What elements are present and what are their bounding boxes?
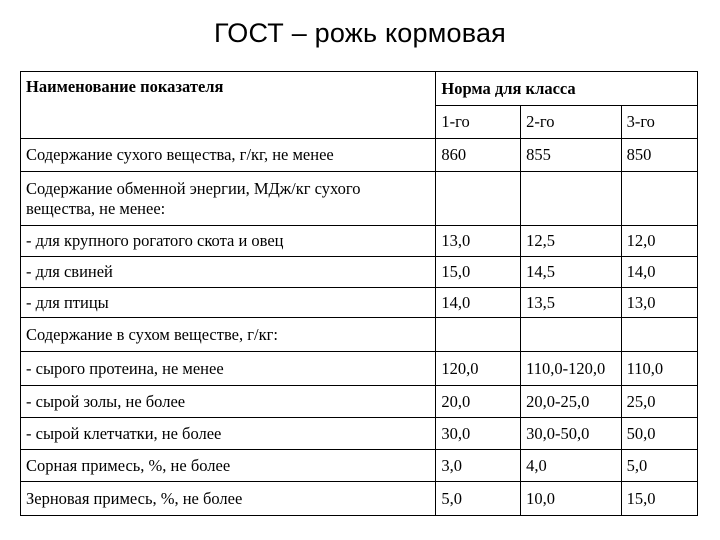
page-title: ГОСТ – рожь кормовая xyxy=(214,18,506,48)
row-value-class-1: 20,0 xyxy=(436,386,521,418)
row-value-class-1: 120,0 xyxy=(436,352,521,386)
row-label: Содержание сухого вещества, г/кг, не менее xyxy=(21,139,436,172)
table-row xyxy=(21,172,698,226)
row-value-class-2 xyxy=(521,172,621,226)
norm-header-cell xyxy=(436,72,698,106)
table-row xyxy=(21,288,698,318)
row-value-class-2: 12,5 xyxy=(521,226,621,257)
row-label: - для птицы xyxy=(21,288,436,318)
row-value-class-3: 12,0 xyxy=(621,226,697,257)
class-1-header: 1-го xyxy=(436,106,521,139)
gost-table xyxy=(20,71,698,516)
row-label: - сырой клетчатки, не более xyxy=(21,418,436,450)
norm-header: Норма для класса xyxy=(441,78,576,98)
row-value-class-2: 855 xyxy=(521,139,621,172)
row-value-class-2: 4,0 xyxy=(521,450,621,482)
row-label: Содержание обменной энергии, МДж/кг сухого вещества, не менее: xyxy=(21,172,436,226)
indicator-header: Наименование показателя xyxy=(26,77,224,96)
row-value-class-1: 30,0 xyxy=(436,418,521,450)
row-value-class-1: 14,0 xyxy=(436,288,521,318)
row-value-class-3: 110,0 xyxy=(621,352,697,386)
row-label: Сорная примесь, %, не более xyxy=(21,450,436,482)
row-value-class-1 xyxy=(436,172,521,226)
table-row xyxy=(21,318,698,352)
row-label: - сырого протеина, не менее xyxy=(21,352,436,386)
row-value-class-1: 15,0 xyxy=(436,257,521,288)
class-3-header: 3-го xyxy=(621,106,697,139)
row-value-class-2 xyxy=(521,318,621,352)
row-value-class-1 xyxy=(436,318,521,352)
header-row xyxy=(21,72,698,106)
table-row xyxy=(21,386,698,418)
row-value-class-2: 13,5 xyxy=(521,288,621,318)
row-value-class-3: 25,0 xyxy=(621,386,697,418)
row-value-class-3: 15,0 xyxy=(621,482,697,516)
row-value-class-2: 30,0-50,0 xyxy=(521,418,621,450)
row-label: - сырой золы, не более xyxy=(21,386,436,418)
row-label: Зерновая примесь, %, не более xyxy=(21,482,436,516)
row-value-class-3: 14,0 xyxy=(621,257,697,288)
table-row xyxy=(21,226,698,257)
row-value-class-2: 110,0-120,0 xyxy=(521,352,621,386)
table-row xyxy=(21,418,698,450)
row-value-class-1: 5,0 xyxy=(436,482,521,516)
row-value-class-3: 13,0 xyxy=(621,288,697,318)
table-row xyxy=(21,352,698,386)
table-row xyxy=(21,482,698,516)
row-value-class-2: 14,5 xyxy=(521,257,621,288)
table-row xyxy=(21,257,698,288)
row-value-class-3: 5,0 xyxy=(621,450,697,482)
row-label: Содержание в сухом веществе, г/кг: xyxy=(21,318,436,352)
row-value-class-3 xyxy=(621,318,697,352)
table-row xyxy=(21,450,698,482)
row-value-class-3: 50,0 xyxy=(621,418,697,450)
class-2-header: 2-го xyxy=(521,106,621,139)
row-value-class-1: 3,0 xyxy=(436,450,521,482)
row-label: - для свиней xyxy=(21,257,436,288)
row-value-class-3: 850 xyxy=(621,139,697,172)
table-row xyxy=(21,139,698,172)
row-value-class-2: 20,0-25,0 xyxy=(521,386,621,418)
row-value-class-1: 860 xyxy=(436,139,521,172)
row-value-class-3 xyxy=(621,172,697,226)
row-value-class-1: 13,0 xyxy=(436,226,521,257)
indicator-header-cell xyxy=(21,72,436,139)
row-label: - для крупного рогатого скота и овец xyxy=(21,226,436,257)
row-value-class-2: 10,0 xyxy=(521,482,621,516)
